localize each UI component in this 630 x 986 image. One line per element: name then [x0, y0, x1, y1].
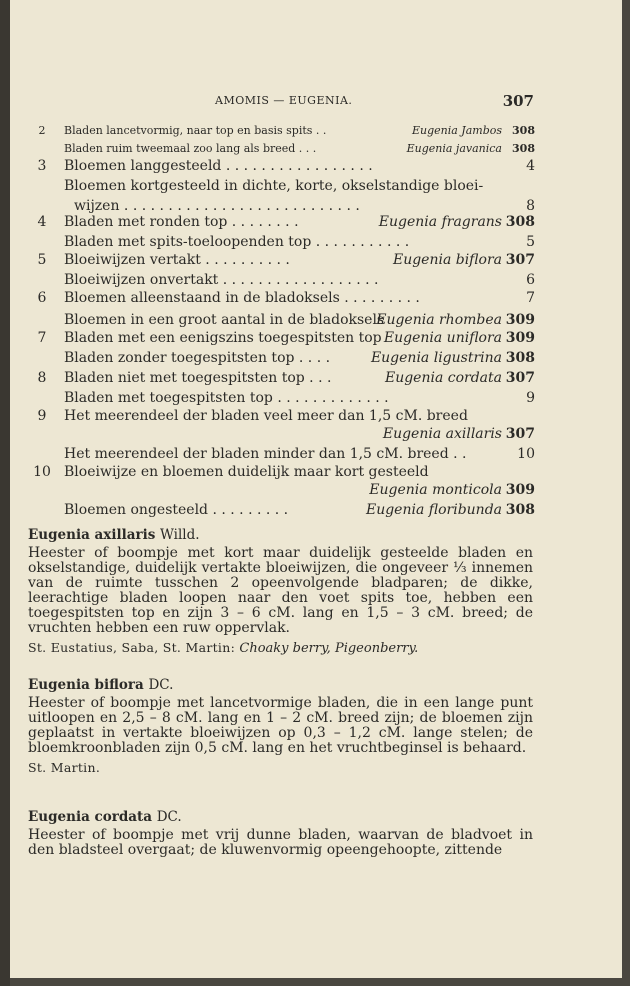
species-heading	[28, 528, 533, 543]
species-description: Heester of boompje met kort maar duidelijk gesteelde bladen en okselstandige, duidelijk vertakte bloeiwijzen, die ongeveer ⅓ innemen van de ruimte tusschen 2 opeenvolgende bladparen; de dikke, leerachtige bladen loopen naar den voet spits toe, hebben een toegespitsten top en zijn 3 – 6 cM. lang en 1,5 – 3 cM. breed; de vruchten hebben een ruw oppervlak.	[28, 545, 533, 636]
species-heading	[28, 678, 533, 693]
section-eugenia-axillaris	[28, 528, 533, 656]
key-number: 7	[37, 330, 47, 346]
species-heading	[28, 810, 533, 825]
key-species: Eugenia javanica	[406, 142, 502, 155]
key-species: Eugenia floribunda	[365, 502, 502, 518]
key-number: 9	[37, 408, 47, 424]
key-reference: 308	[505, 502, 535, 518]
key-text: Bladen met een eenigszins toegespitsten top	[64, 330, 382, 346]
key-species: Eugenia fragrans	[378, 214, 502, 230]
key-text: Bladen met toegespitsten top . . . . . . . . . . . . .	[64, 390, 389, 406]
key-reference: 9	[526, 390, 535, 406]
key-text: Bloeiwijze en bloemen duidelijk maar kort gesteeld	[64, 464, 429, 480]
section-eugenia-cordata	[28, 810, 533, 858]
species-name: Eugenia biflora	[28, 677, 144, 693]
key-number: 2	[38, 124, 46, 137]
key-reference: 6	[526, 272, 535, 288]
key-reference: 7	[526, 290, 535, 306]
key-text: Bloeiwijzen onvertakt . . . . . . . . . . . . . . . . . .	[64, 272, 379, 288]
key-species: Eugenia monticola	[369, 482, 502, 498]
key-species: Eugenia biflora	[392, 252, 502, 268]
key-text: Bloemen kortgesteeld in dichte, korte, okselstandige bloei-	[64, 178, 484, 194]
key-reference: 307	[505, 370, 535, 386]
key-text: Bladen lancetvormig, naar top en basis spits . .	[64, 124, 327, 137]
key-reference: 5	[526, 234, 535, 250]
key-text: Bladen met spits-toeloopenden top . . . . . . . . . . .	[64, 234, 410, 250]
locality-text: St. Eustatius, Saba, St. Martin:	[28, 640, 236, 655]
key-text: Bloemen alleenstaand in de bladoksels . . . . . . . . .	[64, 290, 420, 306]
key-number: 3	[37, 158, 47, 174]
key-text: Bloemen in een groot aantal in de bladoksels	[64, 312, 385, 328]
page-header	[10, 92, 622, 112]
key-number: 10	[33, 464, 51, 480]
key-reference: 309	[505, 330, 535, 346]
key-species: Eugenia ligustrina	[370, 350, 502, 366]
key-reference: 10	[517, 446, 535, 462]
species-description: Heester of boompje met vrij dunne bladen, waarvan de bladvoet in den bladsteel overgaat; de kluwenvormig opeengehoopte, zittende	[28, 827, 533, 858]
key-text: Bloeiwijzen vertakt . . . . . . . . . .	[64, 252, 290, 268]
key-number: 8	[37, 370, 47, 386]
species-name: Eugenia cordata	[28, 809, 153, 825]
key-text: Bloemen ongesteeld . . . . . . . . .	[64, 502, 289, 518]
key-text: Het meerendeel der bladen minder dan 1,5 cM. breed . .	[64, 446, 467, 462]
key-reference: 307	[505, 252, 535, 268]
key-reference: 4	[526, 158, 535, 174]
key-text: Bladen met ronden top . . . . . . . .	[64, 214, 299, 230]
key-number: 5	[37, 252, 47, 268]
key-text: Bladen niet met toegespitsten top . . .	[64, 370, 332, 386]
key-reference: 309	[505, 312, 535, 328]
key-reference: 309	[505, 482, 535, 498]
section-eugenia-biflora	[28, 678, 533, 775]
species-description: Heester of boompje met lancetvormige bladen, die in een lange punt uitloopen en 2,5 – 8 cM. lang en 1 – 2 cM. breed zijn; de bloemen zijn geplaatst in vertakte bloeiwijzen op 0,3 – 1,2 cM. lange stelen; de bloemkroonbladen zijn 0,5 cM. lang en het vruchtbeginsel is behaard.	[28, 695, 533, 756]
page-number: 307	[502, 92, 534, 110]
key-species: Eugenia rhombea	[376, 312, 502, 328]
key-reference: 307	[505, 426, 535, 442]
species-locality	[28, 640, 533, 656]
key-species: Eugenia cordata	[384, 370, 502, 386]
key-text: Bladen zonder toegespitsten top . . . .	[64, 350, 331, 366]
key-number: 6	[37, 290, 47, 306]
key-reference: 8	[526, 198, 535, 214]
species-locality	[28, 760, 533, 775]
book-page	[10, 0, 622, 978]
key-species: Eugenia axillaris	[382, 426, 502, 442]
key-species: Eugenia uniflora	[383, 330, 502, 346]
species-author: DC.	[148, 677, 174, 693]
species-name: Eugenia axillaris	[28, 527, 156, 543]
key-reference: 308	[512, 142, 535, 155]
key-text: Het meerendeel der bladen veel meer dan 1,5 cM. breed	[64, 408, 468, 424]
key-reference: 308	[512, 124, 535, 137]
locality-text: St. Martin.	[28, 760, 101, 775]
book-gutter	[0, 0, 10, 986]
key-species: Eugenia Jambos	[411, 124, 502, 137]
common-names: Choaky berry, Pigeonberry.	[239, 641, 419, 656]
key-reference: 308	[505, 214, 535, 230]
species-author: DC.	[156, 809, 182, 825]
key-reference: 308	[505, 350, 535, 366]
key-text: Bloemen langgesteeld . . . . . . . . . . . . . . . . .	[64, 158, 373, 174]
key-text: wijzen . . . . . . . . . . . . . . . . . . . . . . . . . . .	[74, 198, 360, 214]
key-text: Bladen ruim tweemaal zoo lang als breed . . .	[64, 142, 317, 155]
key-number: 4	[37, 214, 47, 230]
species-author: Willd.	[160, 527, 200, 543]
running-title: AMOMIS — EUGENIA.	[215, 94, 353, 107]
